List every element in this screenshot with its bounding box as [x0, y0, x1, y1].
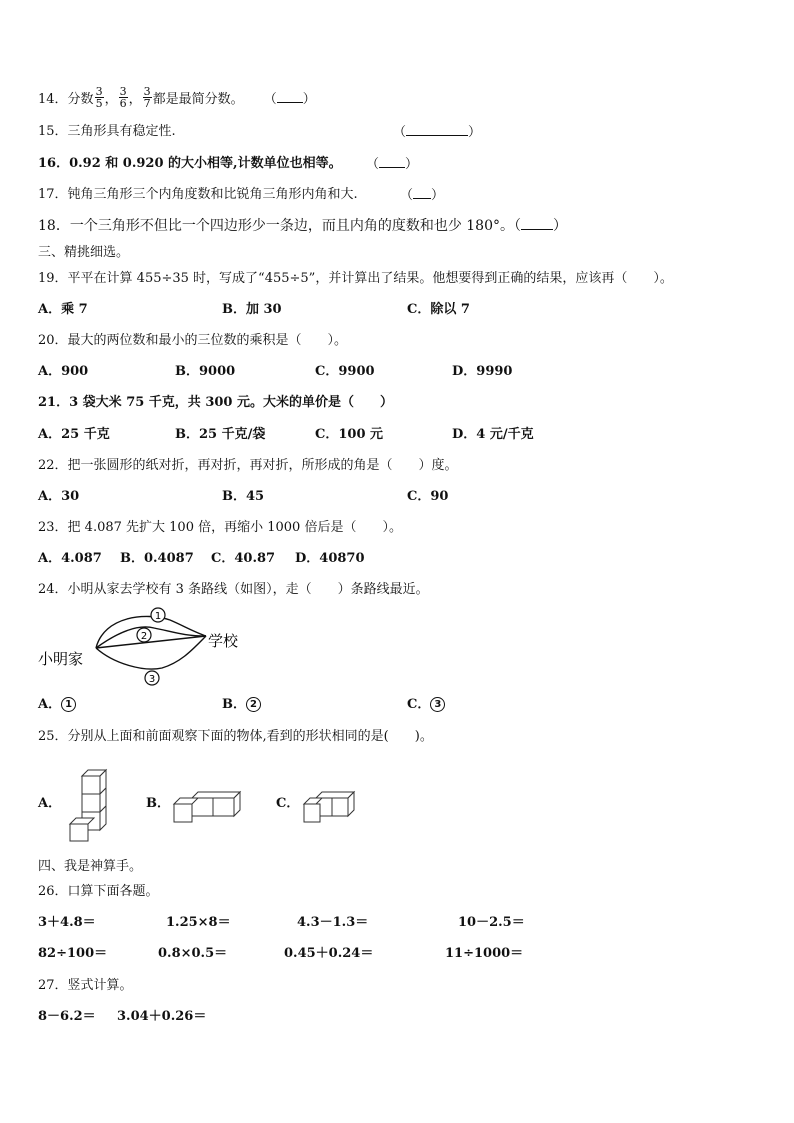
question-number: 23． — [38, 520, 68, 535]
question-text: 小明从家去学校有 3 条路线（如图），走（ ）条路线最近。 — [67, 582, 429, 597]
answer-blank[interactable]: （ ） — [263, 92, 316, 107]
question-text: 分数 — [67, 92, 94, 107]
question-number: 18． — [38, 218, 70, 234]
cube-stack-a-icon — [66, 768, 116, 842]
question-number: 17． — [38, 187, 68, 202]
svg-text:2: 2 — [140, 631, 148, 642]
option-b[interactable]: B．加 30 — [222, 302, 282, 317]
answer-blank-15[interactable]: （ ） — [393, 125, 482, 140]
question-26 — [38, 883, 159, 901]
question-text: 最大的两位数和最小的三位数的乘积是（ ）。 — [67, 333, 348, 348]
route-2-marker — [137, 628, 151, 642]
question-27 — [38, 977, 133, 995]
calc-item: 4.3－1.3＝ — [297, 915, 369, 930]
question-number: 14． — [38, 92, 68, 107]
option-b[interactable]: B．9000 — [175, 364, 236, 379]
calc-item: 0.45＋0.24＝ — [284, 946, 374, 961]
question-14: 14．分数 $\frac{3}{5}$ ， $\frac{3}{6}$ ， $\frac{3}{7}$ 都是最简分数。 （ ） — [38, 85, 316, 110]
option-a[interactable]: A． 1 — [38, 696, 76, 714]
question-number: 15． — [38, 124, 68, 139]
question-text: 口算下面各题。 — [67, 884, 159, 899]
school-label: 学校 — [208, 632, 239, 650]
question-21 — [38, 394, 393, 412]
option-c[interactable]: C．100 元 — [315, 427, 384, 442]
question-number: 25． — [38, 729, 68, 744]
question-16 — [38, 155, 342, 173]
option-d[interactable]: D．4 元/千克 — [452, 427, 534, 442]
calc-item: 82÷100＝ — [38, 946, 108, 961]
option-a[interactable]: A． — [38, 796, 62, 811]
section-heading-4: 四、我是神算手。 — [38, 859, 143, 874]
question-17 — [38, 186, 358, 204]
question-15 — [38, 123, 176, 141]
option-c[interactable]: C． 3 — [407, 696, 445, 714]
answer-blank[interactable]: （ ） — [514, 218, 567, 234]
option-b[interactable]: B．0.4087 — [120, 551, 194, 566]
calc-item: 3.04＋0.26＝ — [117, 1009, 207, 1024]
option-b[interactable]: B． — [146, 796, 170, 811]
option-b[interactable]: B． 2 — [222, 696, 261, 714]
route-diagram — [34, 602, 294, 694]
fraction-3-7: $\frac{3}{7}$ — [143, 85, 151, 110]
route-3-path — [96, 636, 206, 669]
question-number: 27． — [38, 978, 68, 993]
question-text: 把一张圆形的纸对折，再对折，再对折，所形成的角是（ ）度。 — [67, 458, 458, 473]
option-b[interactable]: B．25 千克/袋 — [175, 427, 266, 442]
svg-text:3: 3 — [148, 674, 156, 685]
question-24 — [38, 581, 429, 599]
option-a[interactable]: A．900 — [38, 364, 89, 379]
question-text: 三角形具有稳定性. — [67, 124, 176, 139]
circled-three-icon: 3 — [430, 697, 445, 712]
question-23 — [38, 519, 402, 537]
question-text: 0.92 和 0.920 的大小相等,计数单位也相等。 — [69, 156, 342, 171]
answer-blank-16[interactable]: （ ） — [366, 157, 419, 172]
question-text: 分别从上面和前面观察下面的物体,看到的形状相同的是( )。 — [67, 729, 433, 744]
circled-two-icon: 2 — [246, 697, 261, 712]
option-c[interactable]: C．40.87 — [211, 551, 276, 566]
question-text: 竖式计算。 — [67, 978, 133, 993]
svg-text:1: 1 — [154, 611, 162, 622]
fraction-3-6: $\frac{3}{6}$ — [119, 85, 127, 110]
question-number: 22． — [38, 458, 68, 473]
question-number: 16． — [38, 156, 70, 171]
question-20 — [38, 332, 347, 350]
circled-one-icon: 1 — [61, 697, 76, 712]
cube-group-c-icon — [302, 790, 358, 824]
question-25 — [38, 728, 433, 746]
calc-item: 11÷1000＝ — [445, 946, 524, 961]
option-d[interactable]: D．9990 — [452, 364, 513, 379]
question-text: 3 袋大米 75 千克，共 300 元。大米的单价是（ ） — [69, 395, 393, 410]
question-text: 把 4.087 先扩大 100 倍，再缩小 1000 倍后是（ ）。 — [67, 520, 402, 535]
section-heading-3: 三、精挑细选。 — [38, 245, 130, 260]
option-d[interactable]: D．40870 — [295, 551, 365, 566]
route-1-marker — [151, 608, 165, 622]
question-text: 一个三角形不但比一个四边形少一条边，而且内角的度数和也少 180°。 — [69, 218, 514, 234]
option-c[interactable]: C．9900 — [315, 364, 375, 379]
option-a[interactable]: A．30 — [38, 489, 80, 504]
question-19 — [38, 270, 673, 288]
home-label: 小明家 — [38, 650, 84, 668]
option-c[interactable]: C．90 — [407, 489, 449, 504]
calc-item: 8－6.2＝ — [38, 1009, 96, 1024]
option-a[interactable]: A．4.087 — [38, 551, 102, 566]
question-number: 20． — [38, 333, 68, 348]
question-number: 24． — [38, 582, 68, 597]
cube-row-b-icon — [172, 790, 244, 824]
question-number: 21． — [38, 395, 70, 410]
option-a[interactable]: A．25 千克 — [38, 427, 110, 442]
answer-blank-17[interactable]: （ ） — [400, 188, 445, 203]
option-a[interactable]: A．乘 7 — [38, 302, 88, 317]
calc-item: 3＋4.8＝ — [38, 915, 96, 930]
option-b[interactable]: B．45 — [222, 489, 265, 504]
question-18 — [38, 217, 567, 235]
route-3-marker — [145, 671, 159, 685]
question-text: 钝角三角形三个内角度数和比锐角三角形内角和大. — [67, 187, 358, 202]
question-22 — [38, 457, 458, 475]
calc-item: 1.25×8＝ — [166, 915, 231, 930]
fraction-3-5: $\frac{3}{5}$ — [95, 85, 103, 110]
question-text: 平平在计算 455÷35 时，写成了“455÷5”，并计算出了结果。他想要得到正确的结果，应该再（ ）。 — [67, 271, 673, 286]
calc-item: 0.8×0.5＝ — [158, 946, 228, 961]
option-c[interactable]: C． — [276, 796, 300, 811]
question-number: 26． — [38, 884, 68, 899]
question-number: 19． — [38, 271, 68, 286]
option-c[interactable]: C．除以 7 — [407, 302, 470, 317]
calc-item: 10－2.5＝ — [458, 915, 525, 930]
